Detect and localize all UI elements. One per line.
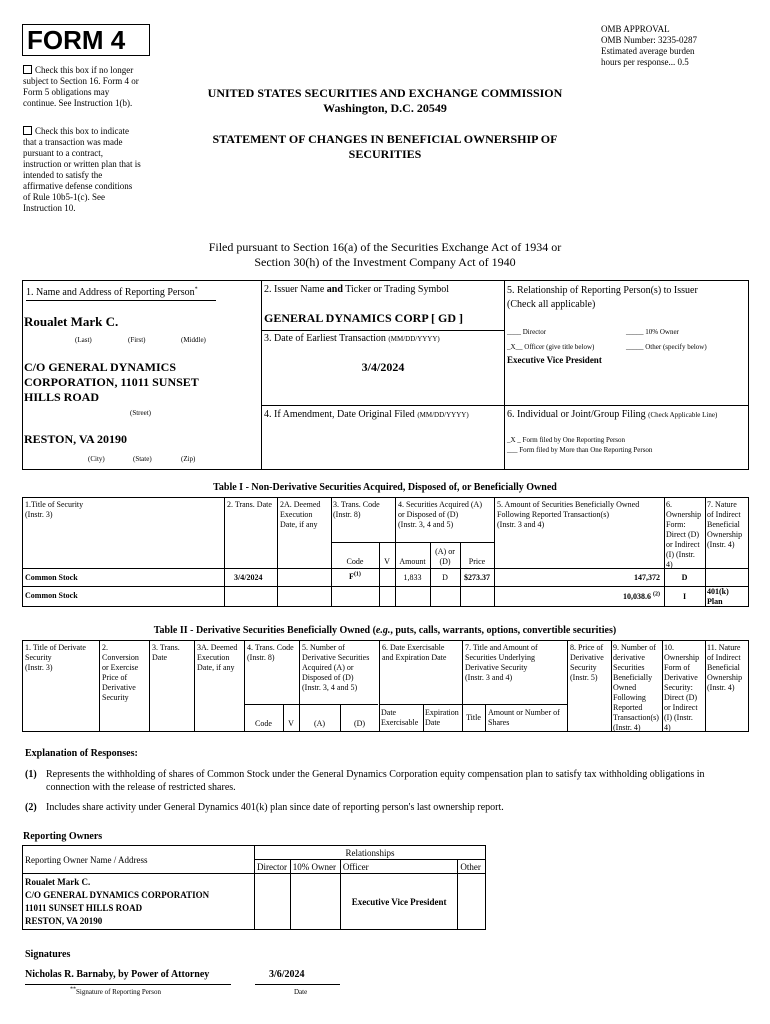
omb-line: OMB Number: 3235-0287 xyxy=(601,35,697,45)
section16-check-block xyxy=(23,65,173,109)
check2-line: affirmative defense conditions xyxy=(23,181,133,191)
reporting-person-name: Roualet Mark C. xyxy=(24,314,119,329)
statement-title: STATEMENT OF CHANGES IN BENEFICIAL OWNERSHIP OF xyxy=(212,132,558,146)
t1-sub-amount: Amount xyxy=(399,557,426,566)
signature-date: 3/6/2024 xyxy=(269,969,305,980)
t1-col-title: 1.Title of Security (Instr. 3) xyxy=(25,500,84,519)
filing-option-multiple: ___ Form filed by More than One Reporting Person xyxy=(507,446,653,454)
t1-col-trans-date: 2. Trans. Date xyxy=(227,500,272,509)
footnote-2: (2) Includes share activity under General Dynamics 401(k) plan since date of reporting person's last ownership report. xyxy=(25,802,504,813)
box5-label: 5. Relationship of Reporting Person(s) to Issuer (Check all applicable) xyxy=(507,285,698,310)
officer-option: _X__ Officer (give title below) xyxy=(507,343,595,351)
check1-line: subject to Section 16. Form 4 or xyxy=(23,76,139,86)
t2-col-title: 1. Title of Derivate Security (Instr. 3) xyxy=(25,643,86,672)
t2-col-number-derivative: 5. Number of Derivative Securities Acquired (A) or Disposed of (D) (Instr. 3, 4 and 5) xyxy=(302,643,370,692)
check2-line: of Rule 10b5-1(c). See xyxy=(23,192,105,202)
t2-col-title-amount: 7. Title and Amount of Securities Underlying Derivative Security (Instr. 3 and 4) xyxy=(465,643,538,682)
filing-option-one: _X _ Form filed by One Reporting Person xyxy=(507,436,626,444)
t1-sub-v: V xyxy=(384,557,390,566)
t2-col-trans-code: 4. Trans. Code (Instr. 8) xyxy=(247,643,294,662)
t2-col-price: 8. Price of Derivative Security (Instr. 5) xyxy=(570,643,604,682)
t1-col-deemed-date: 2A. Deemed Execution Date, if any xyxy=(280,500,321,529)
t2-sub-amount-shares: Amount or Number of Shares xyxy=(488,708,560,727)
last-label: (Last) xyxy=(75,336,92,344)
t1-col-acquired-disposed: 4. Securities Acquired (A) or Disposed of (D) (Instr. 3, 4 and 5) xyxy=(398,500,482,529)
rule10b5-check-block xyxy=(23,126,173,214)
street-label: (Street) xyxy=(130,409,151,417)
box3-label: 3. Date of Earliest Transaction (MM/DD/YYYY) xyxy=(264,333,440,344)
t1-sub-price: Price xyxy=(468,557,486,566)
signature-label: **Signature of Reporting Person xyxy=(70,986,161,996)
t1-col-nature: 7. Nature of Indirect Beneficial Ownership (Instr. 4) xyxy=(707,500,743,549)
t1-col-ownership-form: 6. Ownership Form: Direct (D) or Indirect (I) (Instr. 4) xyxy=(666,500,702,569)
middle-label: (Middle) xyxy=(181,336,206,344)
box2-label: 2. Issuer Name and Ticker or Trading Symbol xyxy=(264,284,450,295)
omb-line: hours per response... 0.5 xyxy=(601,57,689,67)
check2-line: Check this box to indicate xyxy=(35,126,129,136)
t1-trans-date: 3/4/2024 xyxy=(234,573,263,582)
check2-line: that a transaction was made xyxy=(23,137,123,147)
director-header: Director xyxy=(255,860,291,874)
explanation-heading: Explanation of Responses: xyxy=(25,748,138,759)
box6-label: 6. Individual or Joint/Group Filing (Check Applicable Line) xyxy=(507,409,718,420)
check2-line: pursuant to a contract, xyxy=(23,148,103,158)
agency-city: Washington, D.C. 20549 xyxy=(323,101,447,115)
t2-col-conversion-price: 2. Conversion or Exercise Price of Derivative Security xyxy=(102,643,139,702)
table2-title: Table II - Derivative Securities Beneficially Owned (e.g., puts, calls, warrants, options, convertible securities) xyxy=(153,625,617,636)
reporting-owners-table xyxy=(22,845,486,930)
t1-ownership-form: D xyxy=(681,573,688,582)
footnote-1: (1) Represents the withholding of shares of Common Stock under the General Dynamics Corporation equity compensation plan to satisfy tax withholding obligations in connection with the release of restricted shares. xyxy=(25,769,705,793)
filed-pursuant-2: Section 30(h) of the Investment Company Act of 1940 xyxy=(254,255,516,269)
t2-sub-d: (D) xyxy=(353,719,366,728)
box1-label: 1. Name and Address of Reporting Person* xyxy=(26,287,198,299)
t1-amount-owned: 147,372 xyxy=(634,573,660,582)
t1-amount: 1,833 xyxy=(403,573,422,582)
owner-name-address: Roualet Mark C. C/O GENERAL DYNAMICS CORPORATION 11011 SUNSET HILLS ROAD RESTON, VA 20190 xyxy=(23,874,255,930)
t1-sub-ad: (A) or (D) xyxy=(435,547,455,566)
t1-nature: 401(k) Plan xyxy=(707,587,729,606)
earliest-transaction-date: 3/4/2024 xyxy=(361,360,405,374)
other-header: Other xyxy=(458,860,486,874)
omb-line: OMB APPROVAL xyxy=(601,24,670,34)
t2-col-date-exercisable: 6. Date Exercisable and Expiration Date xyxy=(382,643,447,662)
t2-sub-v: V xyxy=(288,719,294,728)
t2-sub-a: (A) xyxy=(313,719,326,728)
t2-col-trans-date: 3. Trans. Date xyxy=(152,643,180,662)
t2-sub-date-exercisable: Date Exercisable xyxy=(381,708,419,727)
relationships-header: Relationships xyxy=(255,846,486,860)
t1-col-amount-owned: 5. Amount of Securities Beneficially Owned Following Reported Transaction(s) (Instr. 3 and 4) xyxy=(497,500,640,529)
reporting-person-street: C/O GENERAL DYNAMICS CORPORATION, 11011 SUNSET HILLS ROAD xyxy=(24,360,199,404)
t2-col-deemed-date: 3A. Deemed Execution Date, if any xyxy=(197,643,238,672)
statement-title-2: SECURITIES xyxy=(348,147,422,161)
state-label: (State) xyxy=(133,455,152,463)
ten-percent-option: _____ 10% Owner xyxy=(626,328,679,336)
first-label: (First) xyxy=(128,336,146,344)
zip-label: (Zip) xyxy=(181,455,196,463)
section16-checkbox[interactable] xyxy=(23,65,32,74)
check1-line: Form 5 obligations may xyxy=(23,87,110,97)
date-label: Date xyxy=(294,988,308,996)
t1-col-trans-code: 3. Trans. Code (Instr. 8) xyxy=(333,500,380,519)
city-label: (City) xyxy=(88,455,105,463)
t1-amount-owned: 10,038.6 $^{(2)}$ xyxy=(623,591,660,601)
omb-line: Estimated average burden xyxy=(601,46,695,56)
signer-name: Nicholas R. Barnaby, by Power of Attorney xyxy=(25,969,210,980)
t1-trans-code: $F^{(1)}$ xyxy=(349,571,361,581)
check2-line: intended to satisfy the xyxy=(23,170,103,180)
other-option: _____ Other (specify below) xyxy=(626,343,707,351)
table1-title: Table I - Non-Derivative Securities Acquired, Disposed of, or Beneficially Owned xyxy=(213,482,557,493)
check2-line: Instruction 10. xyxy=(23,203,76,213)
form-title: FORM 4 xyxy=(22,24,150,56)
table-row: Common Stock xyxy=(25,591,78,600)
t1-ownership-form: I xyxy=(682,592,687,601)
signatures-heading: Signatures xyxy=(25,949,71,960)
rule10b5-checkbox[interactable] xyxy=(23,126,32,135)
t2-sub-code: Code xyxy=(255,719,272,728)
box4-label: 4. If Amendment, Date Original Filed (MM/DD/YYYY) xyxy=(264,409,469,420)
officer-title: Executive Vice President xyxy=(507,355,602,365)
t2-col-ownership-form: 10. Ownership Form of Derivative Security: Direct (D) or Indirect (I) (Instr. 4) xyxy=(664,643,700,732)
check1-line: Check this box if no longer xyxy=(35,65,134,75)
check2-line: instruction or written plan that is xyxy=(23,159,141,169)
t1-price: $273.37 xyxy=(464,573,490,582)
t2-col-nature: 11. Nature of Indirect Beneficial Ownership (Instr. 4) xyxy=(707,643,743,692)
officer-header: Officer xyxy=(340,860,458,874)
omb-approval-block xyxy=(601,24,761,68)
t2-sub-title: Title xyxy=(466,713,481,722)
issuer-name-ticker: GENERAL DYNAMICS CORP [ GD ] xyxy=(264,311,464,325)
check1-line: continue. See Instruction 1(b). xyxy=(23,98,133,108)
reporting-person-city: RESTON, VA 20190 xyxy=(24,432,128,446)
t2-sub-expiration: Expiration Date xyxy=(425,708,459,727)
owner-name-header: Reporting Owner Name / Address xyxy=(23,846,255,874)
director-option: ____ Director xyxy=(507,328,547,336)
ten-percent-header: 10% Owner xyxy=(290,860,340,874)
t1-ad: D xyxy=(442,573,448,582)
t2-col-number-owned: 9. Number of derivative Securities Beneficially Owned Following Reported Transaction(s) (Instr. 4) xyxy=(613,643,659,732)
table-row: Common Stock xyxy=(25,573,78,582)
t1-sub-code: Code xyxy=(346,557,364,566)
owner-officer-title: Executive Vice President xyxy=(340,874,458,930)
filed-pursuant: Filed pursuant to Section 16(a) of the Securities Exchange Act of 1934 or xyxy=(208,240,562,254)
reporting-owners-heading: Reporting Owners xyxy=(23,831,103,842)
agency-name: UNITED STATES SECURITIES AND EXCHANGE COMMISSION xyxy=(207,86,563,100)
